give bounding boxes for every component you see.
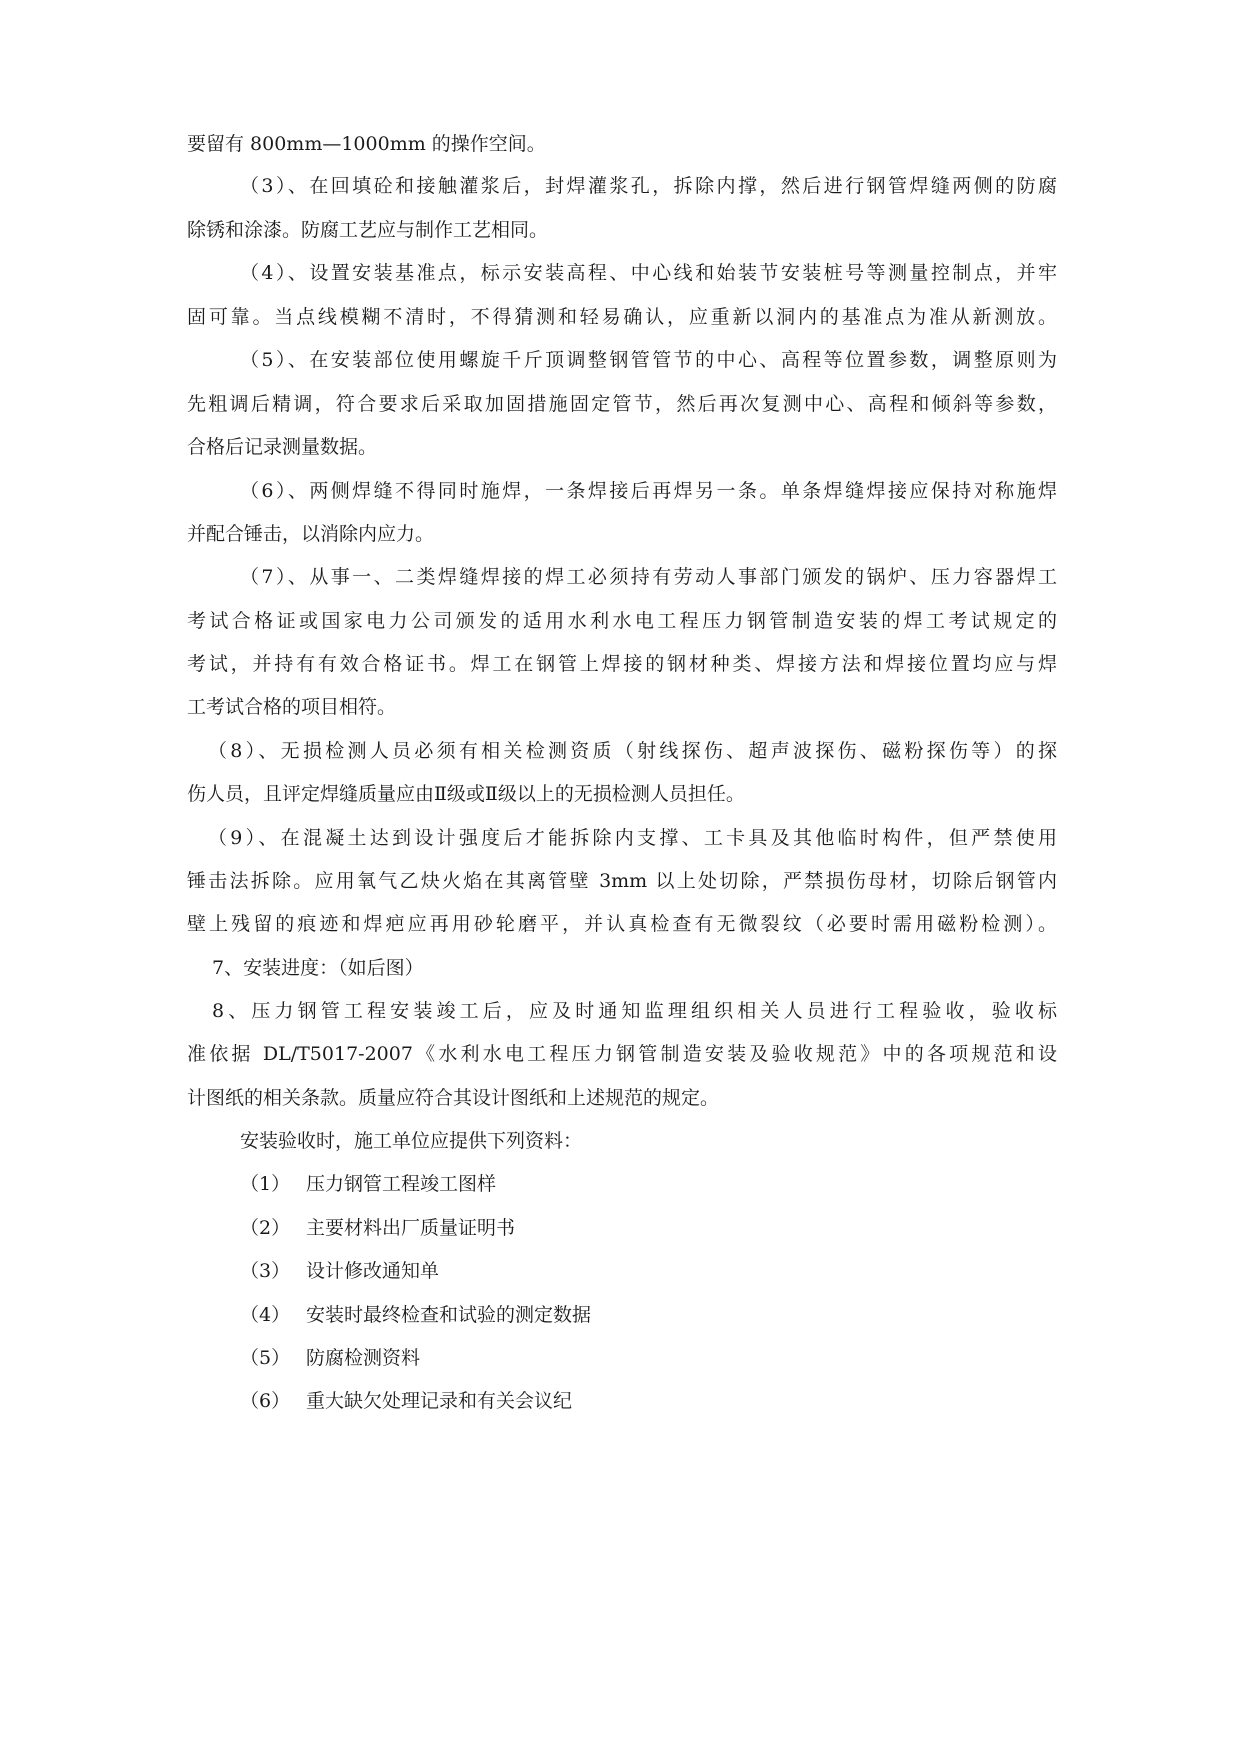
text-line: 考试，并持有有效合格证书。焊工在钢管上焊接的钢材种类、焊接方法和焊接位置均应与焊 (187, 653, 1057, 675)
text-line: 计图纸的相关条款。质量应符合其设计图纸和上述规范的规定。 (187, 1087, 720, 1109)
text-line: 锤击法拆除。应用氧气乙炔火焰在其离管壁 3mm 以上处切除，严禁损伤母材，切除后钢管内 (187, 870, 1057, 892)
list-item (240, 1258, 439, 1284)
text-line: （9）、在混凝土达到设计强度后才能拆除内支撑、工卡具及其他临时构件，但严禁使用 (208, 827, 1057, 849)
text-line: （5）、在安装部位使用螺旋千斤顶调整钢管管节的中心、高程等位置参数，调整原则为 (240, 349, 1057, 371)
list-item-text: 防腐检测资料 (306, 1347, 421, 1369)
list-item (240, 1302, 591, 1328)
text-line: 伤人员，且评定焊缝质量应由Ⅱ级或Ⅱ级以上的无损检测人员担任。 (187, 783, 745, 805)
list-item-text: 设计修改通知单 (306, 1260, 440, 1282)
list-item (240, 1345, 420, 1371)
text-line: 除锈和涂漆。防腐工艺应与制作工艺相同。 (187, 219, 549, 241)
list-item-number: （1） (240, 1173, 291, 1195)
text-line: 要留有 800mm—1000mm 的操作空间。 (187, 133, 546, 155)
text-line: 考试合格证或国家电力公司颁发的适用水利水电工程压力钢管制造安装的焊工考试规定的 (187, 610, 1057, 632)
list-item-number: （4） (240, 1304, 291, 1326)
text-line: 工考试合格的项目相符。 (187, 696, 397, 718)
list-item-text: 主要材料出厂质量证明书 (306, 1217, 516, 1239)
text-line: （4）、设置安装基准点，标示安装高程、中心线和始装节安装桩号等测量控制点，并牢 (240, 262, 1057, 284)
text-line: 壁上残留的痕迹和焊疤应再用砂轮磨平，并认真检查有无微裂纹（必要时需用磁粉检测）。 (187, 913, 1057, 935)
text-line: （3）、在回填砼和接触灌浆后，封焊灌浆孔，拆除内撑，然后进行钢管焊缝两侧的防腐 (240, 175, 1057, 197)
list-item (240, 1388, 572, 1414)
text-line: 7、安装进度：（如后图） (212, 957, 424, 979)
list-item-text: 压力钢管工程竣工图样 (306, 1173, 497, 1195)
list-item (240, 1215, 515, 1241)
list-item-number: （2） (240, 1217, 291, 1239)
text-line: （8）、无损检测人员必须有相关检测资质（射线探伤、超声波探伤、磁粉探伤等）的探 (208, 740, 1057, 762)
text-line: 8、压力钢管工程安装竣工后，应及时通知监理组织相关人员进行工程验收，验收标 (212, 1000, 1057, 1022)
text-line: 并配合锤击，以消除内应力。 (187, 523, 435, 545)
text-line: 准依据 DL/T5017-2007《水利水电工程压力钢管制造安装及验收规范》中的各项规范和设 (187, 1043, 1057, 1065)
text-line: 先粗调后精调，符合要求后采取加固措施固定管节，然后再次复测中心、高程和倾斜等参数， (187, 393, 1057, 415)
list-item-number: （5） (240, 1347, 291, 1369)
list-item-number: （6） (240, 1390, 291, 1412)
text-line: （6）、两侧焊缝不得同时施焊，一条焊接后再焊另一条。单条焊缝焊接应保持对称施焊 (240, 480, 1057, 502)
text-line: （7）、从事一、二类焊缝焊接的焊工必须持有劳动人事部门颁发的锅炉、压力容器焊工 (240, 566, 1057, 588)
text-line: 固可靠。当点线模糊不清时，不得猜测和轻易确认，应重新以洞内的基准点为准从新测放。 (187, 306, 1057, 328)
list-item-text: 安装时最终检查和试验的测定数据 (306, 1304, 592, 1326)
text-line: 安装验收时，施工单位应提供下列资料： (240, 1130, 583, 1152)
text-line: 合格后记录测量数据。 (187, 436, 378, 458)
list-item-number: （3） (240, 1260, 291, 1282)
list-item-text: 重大缺欠处理记录和有关会议纪 (306, 1390, 573, 1412)
list-item (240, 1171, 496, 1197)
